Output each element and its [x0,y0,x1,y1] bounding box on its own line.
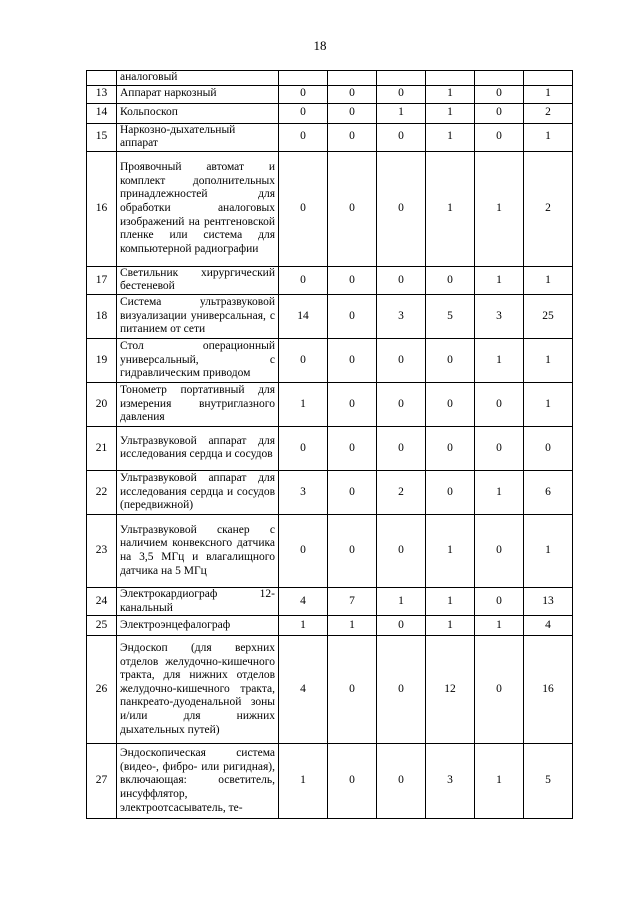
value-cell: 1 [426,514,475,587]
equipment-name-cell: Эндоскоп (для верхних отделов желудочно-кишечного тракта, для нижних отделов желудочно-кишечного тракта, панкреато-дуоденальной зоны и/или для нижних дыхательных путей) [117,636,279,744]
equipment-name-cell: Электрокардиограф 12-канальный [117,587,279,615]
value-cell: 0 [328,426,377,470]
table-body [87,71,573,819]
total-value-cell: 16 [524,636,573,744]
value-cell: 3 [279,470,328,514]
value-cell: 1 [475,616,524,636]
row-number-cell: 15 [87,123,117,151]
table-row [87,294,573,338]
value-cell: 0 [328,470,377,514]
equipment-name-cell: Ультразвуковой аппарат для исследования сердца и сосудов (передвижной) [117,470,279,514]
total-value-cell: 2 [524,103,573,123]
value-cell [426,71,475,86]
value-cell [377,71,426,86]
value-cell: 0 [426,470,475,514]
table-row [87,85,573,103]
total-value-cell: 0 [524,426,573,470]
row-number-cell: 18 [87,294,117,338]
value-cell: 0 [279,426,328,470]
value-cell: 4 [279,636,328,744]
value-cell: 0 [279,123,328,151]
row-number-cell: 20 [87,382,117,426]
row-number-cell: 25 [87,616,117,636]
table-row [87,338,573,382]
value-cell: 0 [328,103,377,123]
value-cell: 1 [426,103,475,123]
table-row [87,514,573,587]
value-cell: 0 [328,294,377,338]
total-value-cell: 1 [524,338,573,382]
value-cell: 7 [328,587,377,615]
table-row [87,382,573,426]
value-cell: 1 [279,744,328,819]
value-cell: 1 [426,85,475,103]
table-row [87,266,573,294]
table-row [87,103,573,123]
value-cell: 0 [279,103,328,123]
table-row [87,426,573,470]
value-cell: 1 [475,266,524,294]
value-cell: 0 [328,338,377,382]
value-cell: 0 [328,636,377,744]
value-cell: 1 [475,338,524,382]
equipment-name-cell: Аппарат наркозный [117,85,279,103]
value-cell: 0 [377,514,426,587]
equipment-name-cell: Электроэнцефалограф [117,616,279,636]
table-row [87,587,573,615]
row-number-cell [87,71,117,86]
value-cell: 1 [475,470,524,514]
value-cell: 0 [377,382,426,426]
total-value-cell: 1 [524,266,573,294]
value-cell: 0 [426,382,475,426]
value-cell: 0 [426,338,475,382]
value-cell: 0 [328,151,377,266]
row-number-cell: 26 [87,636,117,744]
equipment-name-cell: аналоговый [117,71,279,86]
total-value-cell: 1 [524,85,573,103]
total-value-cell: 6 [524,470,573,514]
equipment-name-cell: Наркозно-дыхательный аппарат [117,123,279,151]
equipment-name-cell: Ультразвуковой сканер с наличием конвексного датчика на 3,5 МГц и влагалищного датчика на 5 МГц [117,514,279,587]
value-cell: 0 [328,123,377,151]
total-value-cell: 1 [524,382,573,426]
value-cell: 1 [475,151,524,266]
value-cell [475,71,524,86]
total-value-cell: 13 [524,587,573,615]
equipment-table [86,70,573,819]
value-cell: 0 [475,514,524,587]
total-value-cell: 2 [524,151,573,266]
value-cell: 1 [426,616,475,636]
value-cell: 1 [279,382,328,426]
value-cell: 0 [377,744,426,819]
value-cell: 0 [377,151,426,266]
value-cell: 0 [426,266,475,294]
row-number-cell: 14 [87,103,117,123]
value-cell: 1 [426,587,475,615]
value-cell: 3 [377,294,426,338]
equipment-name-cell: Светильник хирургический бестеневой [117,266,279,294]
value-cell: 1 [377,587,426,615]
row-number-cell: 19 [87,338,117,382]
equipment-name-cell: Кольпоскоп [117,103,279,123]
value-cell: 0 [279,151,328,266]
value-cell: 1 [279,616,328,636]
equipment-name-cell: Стол операционный универсальный, с гидравлическим приводом [117,338,279,382]
value-cell: 0 [279,514,328,587]
value-cell: 0 [475,636,524,744]
table-row [87,744,573,819]
value-cell: 1 [426,151,475,266]
value-cell: 1 [377,103,426,123]
row-number-cell: 13 [87,85,117,103]
row-number-cell: 24 [87,587,117,615]
value-cell: 0 [475,85,524,103]
total-value-cell: 5 [524,744,573,819]
row-number-cell: 17 [87,266,117,294]
value-cell: 0 [377,85,426,103]
value-cell: 0 [279,338,328,382]
total-value-cell: 4 [524,616,573,636]
value-cell: 3 [426,744,475,819]
value-cell: 0 [328,266,377,294]
value-cell: 1 [328,616,377,636]
value-cell: 0 [475,426,524,470]
equipment-name-cell: Тонометр портативный для измерения внутриглазного давления [117,382,279,426]
row-number-cell: 16 [87,151,117,266]
equipment-name-cell: Ультразвуковой аппарат для исследования сердца и сосудов [117,426,279,470]
value-cell: 1 [426,123,475,151]
value-cell: 3 [475,294,524,338]
table-row [87,470,573,514]
value-cell: 0 [377,636,426,744]
row-number-cell: 21 [87,426,117,470]
total-value-cell: 1 [524,123,573,151]
total-value-cell: 25 [524,294,573,338]
total-value-cell: 1 [524,514,573,587]
value-cell: 14 [279,294,328,338]
value-cell: 5 [426,294,475,338]
value-cell: 0 [279,85,328,103]
table-row [87,636,573,744]
row-number-cell: 23 [87,514,117,587]
value-cell: 0 [377,266,426,294]
table-row [87,616,573,636]
value-cell: 0 [328,514,377,587]
value-cell: 2 [377,470,426,514]
value-cell: 0 [328,382,377,426]
value-cell: 0 [377,123,426,151]
value-cell: 0 [426,426,475,470]
equipment-name-cell: Система ультразвуковой визуализации универсальная, с питанием от сети [117,294,279,338]
value-cell: 0 [328,744,377,819]
page-number: 18 [313,38,327,53]
value-cell: 4 [279,587,328,615]
value-cell: 0 [328,85,377,103]
value-cell: 0 [475,123,524,151]
row-number-cell: 22 [87,470,117,514]
equipment-name-cell: Проявочный автомат и комплект дополнительных принадлежностей для обработки аналоговых изображений на рентгеновской пленке или система для компьютерной радиографии [117,151,279,266]
value-cell: 0 [475,103,524,123]
value-cell: 0 [475,587,524,615]
value-cell [279,71,328,86]
table-row [87,151,573,266]
value-cell: 0 [279,266,328,294]
value-cell: 0 [377,616,426,636]
value-cell: 0 [377,426,426,470]
row-number-cell: 27 [87,744,117,819]
value-cell: 12 [426,636,475,744]
equipment-name-cell: Эндоскопическая система (видео-, фибро- или ригидная), включающая: осветитель, инсуффлятор, электроотсасыватель, те- [117,744,279,819]
value-cell: 0 [475,382,524,426]
value-cell [524,71,573,86]
value-cell: 0 [377,338,426,382]
table-row [87,71,573,86]
value-cell: 1 [475,744,524,819]
value-cell [328,71,377,86]
table-row [87,123,573,151]
